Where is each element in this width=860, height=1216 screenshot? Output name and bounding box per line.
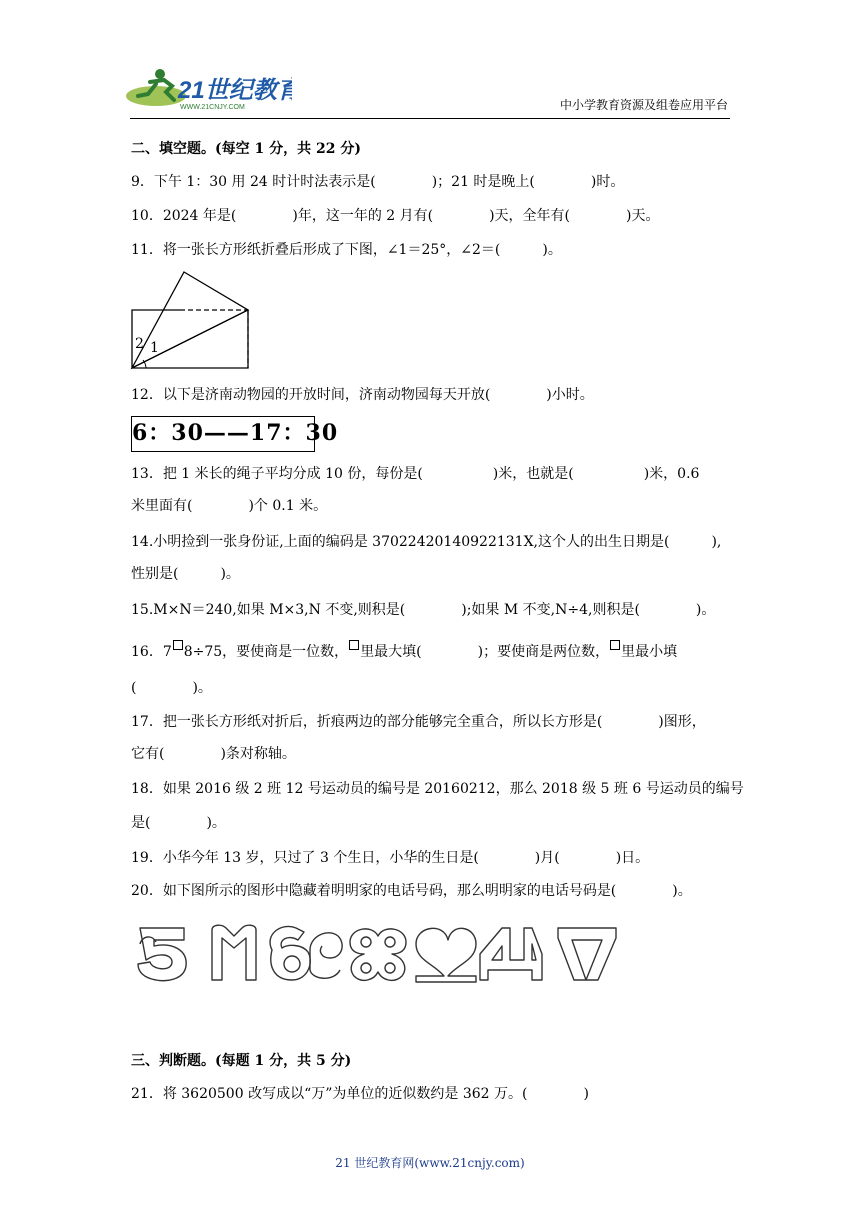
- question-16-line2: ( )。: [131, 680, 212, 696]
- logo-text: 21世纪教育: [178, 77, 292, 104]
- question-21: 21．将 3620500 改写成以“万”为单位的近似数约是 362 万。( ): [131, 1086, 589, 1102]
- question-19: 19．小华今年 13 岁，只过了 3 个生日，小华的生日是( )月( )日。: [131, 850, 650, 866]
- question-9: 9．下午 1：30 用 24 时计时法表示是( )；21 时是晚上( )时。: [131, 174, 625, 190]
- blank-box-icon: [173, 640, 183, 650]
- question-15: 15.M×N＝240,如果 M×3,N 不变,则积是( );如果 M 不变,N÷4,则积是( )。: [131, 602, 716, 618]
- folded-paper-figure: [128, 270, 258, 374]
- opening-hours-text: 6：30——17：30: [132, 420, 339, 446]
- question-12: 12．以下是济南动物园的开放时间，济南动物园每天开放( )小时。: [131, 387, 594, 403]
- angle-2-label: 2: [135, 336, 144, 352]
- blank-box-icon: [610, 640, 620, 650]
- question-18-line2: 是( )。: [131, 815, 226, 831]
- q16-part-b: 8÷75，要使商是一位数，: [183, 644, 349, 660]
- section-fill-title: 二、填空题。(每空 1 分，共 22 分): [131, 141, 361, 157]
- logo-url: WWW.21CNJY.COM: [180, 104, 245, 111]
- question-18-line1: 18．如果 2016 级 2 班 12 号运动员的编号是 20160212，那么 2018 级 5 班 6 号运动员的编号: [131, 781, 744, 797]
- q16-part-d: 里最小填: [621, 644, 678, 660]
- angle-1-label: 1: [150, 340, 159, 356]
- opening-hours-box: [131, 416, 339, 452]
- footer-link[interactable]: 21 世纪教育网(www.21cnjy.com): [335, 1156, 525, 1170]
- q16-part-a: 16．7: [131, 644, 172, 660]
- blank-box-icon: [349, 640, 359, 650]
- site-logo: [120, 66, 292, 112]
- question-20: 20．如下图所示的图形中隐藏着明明家的电话号码，那么明明家的电话号码是( )。: [131, 883, 692, 899]
- header-platform-text: 中小学教育资源及组卷应用平台: [559, 98, 728, 112]
- question-16-line1: [131, 640, 677, 662]
- header-divider: [130, 118, 730, 119]
- question-13-line1: 13．把 1 米长的绳子平均分成 10 份，每份是( )米，也就是( )米，0.6: [131, 466, 700, 482]
- hidden-phone-number-figure: [132, 914, 622, 988]
- question-17-line2: 它有( )条对称轴。: [131, 746, 296, 762]
- section-judge-title: 三、判断题。(每题 1 分，共 5 分): [131, 1053, 352, 1069]
- question-10: 10．2024 年是( )年，这一年的 2 月有( )天，全年有( )天。: [131, 208, 660, 224]
- question-11: 11．将一张长方形纸折叠后形成了下图，∠1＝25°，∠2＝( )。: [131, 242, 562, 258]
- question-17-line1: 17．把一张长方形纸对折后，折痕两边的部分能够完全重合，所以长方形是( )图形，: [131, 714, 706, 730]
- q16-part-c: 里最大填( )；要使商是两位数，: [360, 644, 610, 660]
- question-14-line2: 性别是( )。: [131, 566, 240, 582]
- question-13-line2: 米里面有( )个 0.1 米。: [131, 498, 328, 514]
- question-14-line1: 14.小明捡到一张身份证,上面的编码是 37022420140922131X,这个人的出生日期是( ),: [131, 534, 722, 550]
